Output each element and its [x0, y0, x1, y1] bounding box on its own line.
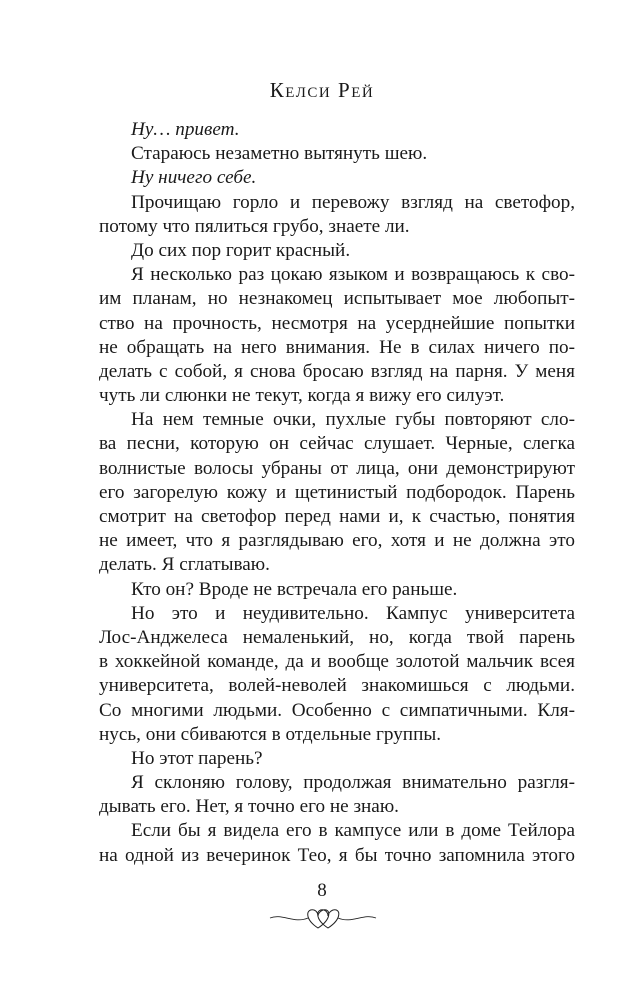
text-line: Стараюсь незаметно вытянуть шею. [131, 143, 428, 165]
text-line: Со многими людьми. Особенно с симпатичными. Кля- [99, 699, 575, 721]
text-line: волнистые волосы убраны от лица, они демонстрируют [99, 457, 575, 479]
body-text [99, 118, 575, 868]
text-line: дывать его. Нет, я точно его не знаю. [99, 796, 399, 818]
text-line: Лос-Анджелеса немаленький, но, когда твой парень [99, 626, 575, 648]
text-line: на одной из вечеринок Тео, я бы точно запомнила этого [99, 844, 575, 866]
page-number: 8 [317, 880, 327, 901]
text-line: делать. Я сглатываю. [99, 554, 270, 576]
text-line: им планам, но незнакомец испытывает мое любопыт- [99, 288, 575, 310]
text-line: Ну ничего себе. [131, 167, 257, 189]
paragraph [99, 578, 575, 602]
paragraph [99, 239, 575, 263]
paragraph [99, 747, 575, 771]
text-line: ва песни, которую он сейчас слушает. Черные, слегка [99, 433, 575, 455]
text-line: смотрит на светофор перед нами и, к счастью, понятия [99, 506, 575, 527]
hearts-flourish-icon [268, 903, 378, 933]
text-line: делать с собой, я снова бросаю взгляд на парня. У меня [99, 360, 575, 382]
text-line: Но это и неудивительно. Кампус университета [131, 602, 575, 624]
running-header-author: Келси Рей [269, 78, 375, 102]
text-line: Но этот парень? [131, 747, 263, 769]
text-line: Прочищаю горло и перевожу взгляд на светофор, [131, 191, 575, 213]
text-line: Если бы я видела его в кампусе или в доме Тейлора [131, 820, 575, 842]
text-line: не имеет, что я разглядываю его, хотя и не должна это [99, 530, 575, 552]
text-line: потому что пялиться грубо, знаете ли. [99, 215, 410, 237]
text-line: в хоккейной команде, да и вообще золотой мальчик всея [99, 651, 575, 673]
text-line: На нем темные очки, пухлые губы повторяют сло- [131, 409, 575, 431]
text-line: ство на прочность, несмотря на усерднейшие попытки [99, 312, 575, 334]
paragraph [99, 118, 575, 142]
paragraph [99, 819, 575, 867]
text-line: нусь, они сбиваются в отдельные группы. [99, 723, 442, 745]
paragraph [99, 408, 575, 577]
paragraph [99, 166, 575, 190]
paragraph [99, 263, 575, 408]
text-line: Я склоняю голову, продолжая внимательно разгля- [131, 772, 575, 794]
text-line: его загорелую кожу и щетинистый подбородок. Парень [99, 481, 575, 503]
text-line: Ну… привет. [131, 119, 240, 140]
text-line: университета, волей-неволей знакомишься с людьми. [99, 675, 575, 697]
paragraph [99, 602, 575, 747]
text-line: Кто он? Вроде не встречала его раньше. [131, 578, 458, 600]
paragraph [99, 191, 575, 239]
text-line: До сих пор горит красный. [131, 239, 351, 261]
text-line: чуть ли слюнки не текут, когда я вижу его силуэт. [99, 385, 505, 407]
paragraph [99, 771, 575, 819]
text-line: не обращать на него внимания. Не в силах ничего по- [99, 336, 575, 358]
text-line: Я несколько раз цокаю языком и возвращаюсь к сво- [131, 264, 575, 286]
paragraph [99, 142, 575, 166]
